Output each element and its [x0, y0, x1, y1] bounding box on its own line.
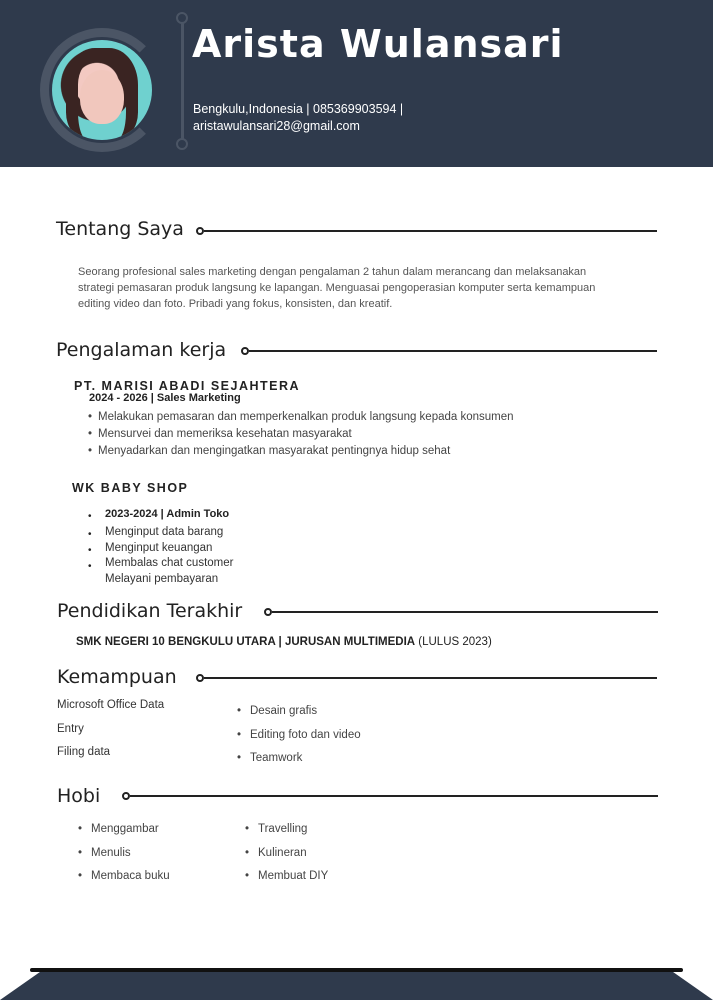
photo-face: [80, 70, 124, 124]
job-period-role-2: 2023-2024 | Admin Toko: [105, 508, 230, 520]
education-school: SMK NEGERI 10 BENGKULU UTARA | JURUSAN MULTIMEDIA: [76, 636, 416, 648]
section-line-hobbies: [130, 795, 658, 797]
bullet-dot: •: [88, 529, 92, 540]
skill-item: • Desain grafis: [237, 700, 361, 724]
header-vertical-line: [181, 18, 184, 144]
contact-line-2: aristawulansari28@gmail.com: [193, 119, 360, 133]
skill-left-item: Microsoft Office Data: [57, 699, 165, 711]
bullet-dot: •: [88, 511, 92, 522]
section-dot-education: [264, 608, 272, 616]
section-line-education: [272, 611, 658, 613]
job-period-role-1: 2024 - 2026 | Sales Marketing: [89, 392, 241, 404]
job-task: • Mensurvei dan memeriksa kesehatan masyarakat: [88, 426, 514, 443]
skill-left-item: Entry: [57, 723, 84, 735]
job-task: Menginput keuangan: [105, 541, 213, 554]
section-line-experience: [249, 350, 657, 352]
section-dot-hobbies: [122, 792, 130, 800]
job-company-2: WK BABY SHOP: [72, 481, 189, 495]
bullet-dot: •: [88, 561, 92, 572]
job-task: Menginput data barang: [105, 526, 224, 538]
bullet-dot: •: [88, 545, 92, 556]
skill-left-item: Filing data: [57, 746, 111, 758]
job-task: Melayani pembayaran: [105, 572, 219, 585]
section-dot-about: [196, 227, 204, 235]
section-title-skills: Kemampuan: [57, 666, 177, 688]
job-task: • Menyadarkan dan mengingatkan masyarakat pentingnya hidup sehat: [88, 443, 514, 460]
hobbies-right-list: [245, 818, 328, 889]
job-task: Membalas chat customer: [105, 557, 234, 569]
section-dot-experience: [241, 347, 249, 355]
section-title-education: Pendidikan Terakhir: [57, 600, 243, 622]
section-line-about: [204, 230, 657, 232]
profile-photo: [52, 40, 152, 140]
hobby-item: • Menulis: [78, 842, 170, 866]
education-graduation: (LULUS 2023): [415, 636, 492, 648]
hobby-item: • Membuat DIY: [245, 865, 328, 889]
hobby-item: • Kulineran: [245, 842, 328, 866]
education-entry: [76, 636, 492, 648]
candidate-name: Arista Wulansari: [192, 22, 564, 66]
section-title-hobbies: Hobi: [57, 785, 101, 807]
section-line-skills: [204, 677, 657, 679]
job-task-list-1: [88, 409, 514, 460]
hobby-item: • Menggambar: [78, 818, 170, 842]
job-company-1: PT. MARISI ABADI SEJAHTERA: [74, 379, 301, 393]
hobby-item: • Membaca buku: [78, 865, 170, 889]
section-dot-skills: [196, 674, 204, 682]
section-title-experience: Pengalaman kerja: [56, 339, 227, 361]
footer-edge-line: [30, 968, 683, 972]
job-task-list-2: [105, 525, 233, 587]
job-task: • Melakukan pemasaran dan memperkenalkan produk langsung kepada konsumen: [88, 409, 514, 426]
skill-item: • Editing foto dan video: [237, 724, 361, 748]
hobbies-left-list: [78, 818, 170, 889]
contact-info: [193, 101, 403, 135]
header-line-bottom-dot: [176, 138, 188, 150]
skill-item: • Teamwork: [237, 747, 361, 771]
footer-band: [0, 970, 713, 1000]
section-title-about: Tentang Saya: [56, 218, 184, 240]
contact-line-1: Bengkulu,Indonesia | 085369903594 |: [193, 102, 404, 116]
about-text: Seorang profesional sales marketing dengan pengalaman 2 tahun dalam merancang dan melaksanakan strategi pemasaran produk langsung ke lapangan. Menguasai pengoperasian komputer serta kemampuan editing video dan foto. Pribadi yang fokus, konsisten, dan kreatif.: [78, 266, 596, 310]
skills-right-list: [237, 700, 361, 771]
hobby-item: • Travelling: [245, 818, 328, 842]
header-line-top-dot: [176, 12, 188, 24]
